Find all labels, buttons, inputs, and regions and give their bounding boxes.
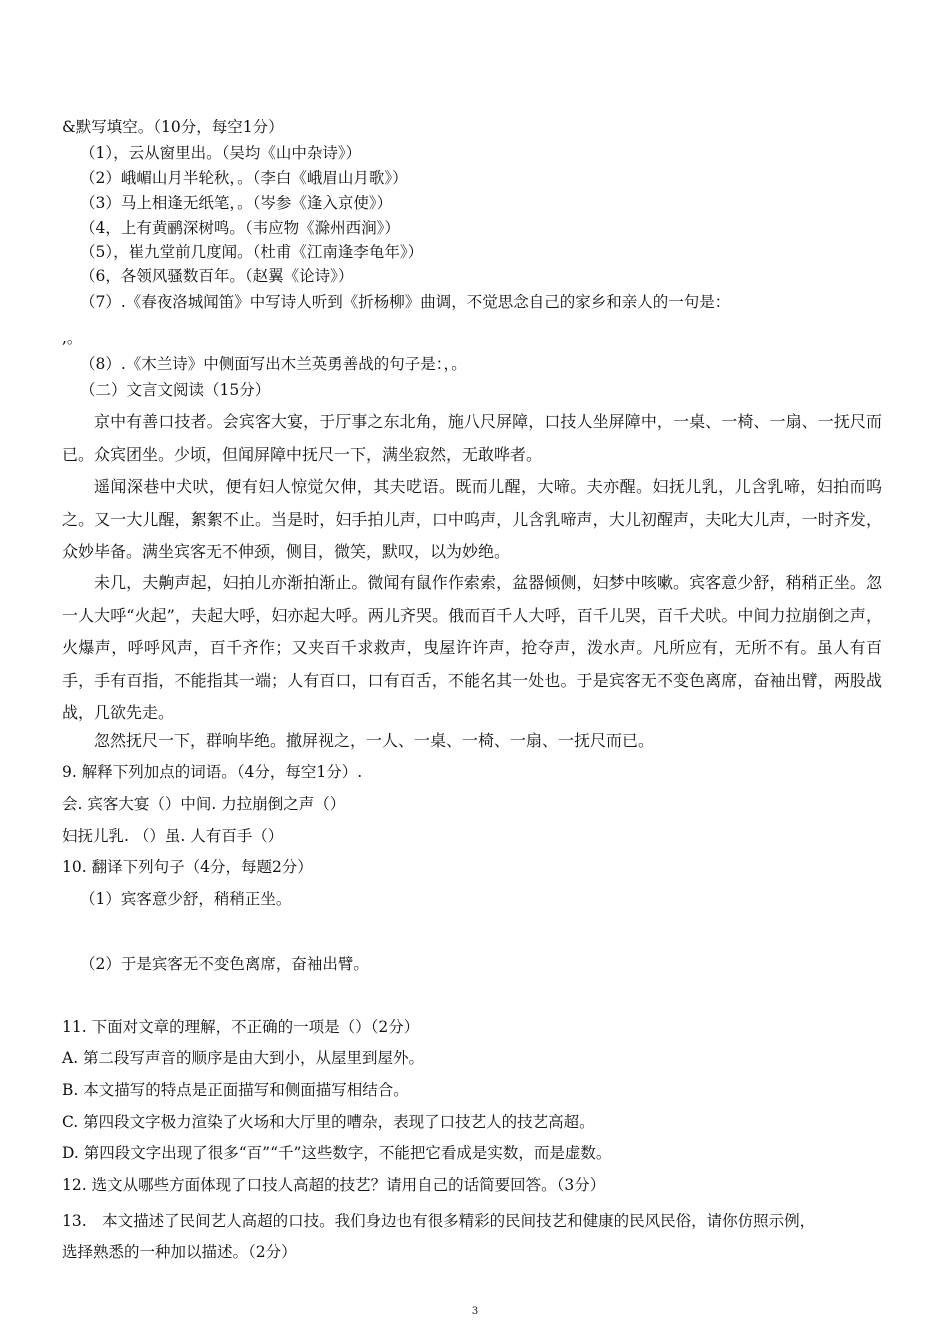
question-9-title: 9. 解释下列加点的词语。（4分，每空1分）.: [62, 763, 363, 781]
dictation-item-5: （5），崔九堂前几度闻。（杜甫《江南逢李龟年》）: [80, 243, 424, 261]
section-heading-reading: （二）文言文阅读（15分）: [80, 381, 271, 399]
question-13-line-2: 选择熟悉的一种加以描述。（2分）: [62, 1243, 297, 1261]
passage-paragraph-3: 未几，夫齁声起，妇拍儿亦渐拍渐止。微闻有鼠作作索索，盆器倾侧，妇梦中咳嗽。宾客意少舒，稍稍正坐。忽一人大呼“火起”，夫起大呼，妇亦起大呼。两儿齐哭。俄而百千人大呼，百千儿哭，百千犬吠。中间力拉崩倒之声，火爆声，呼呼风声，百千齐作；又夹百千求救声，曳屋许许声，抢夺声，泼水声。凡所应有，无所不有。虽人有百手，手有百指，不能指其一端；人有百口，口有百舌，不能名其一处也。于是宾客无不变色离席，奋袖出臂，两股战战，几欲先走。: [62, 573, 882, 722]
passage-paragraph-4: 忽然抚尺一下，群响毕绝。撤屏视之，一人、一桌、一椅、一扇、一抚尺而已。: [94, 731, 655, 750]
section-heading-dictation: &默写填空。（10分，每空1分）: [62, 118, 284, 136]
question-13-line-1: 13. 本文描述了民间艺人高超的口技。我们身边也有很多精彩的民间技艺和健康的民风民俗，请你仿照示例，: [62, 1212, 816, 1230]
question-10-sentence-2: （2）于是宾客无不变色离席，奋袖出臂。: [80, 955, 369, 973]
question-11-option-a: A. 第二段写声音的顺序是由大到小，从屋里到屋外。: [62, 1049, 425, 1067]
dictation-item-8: （8）.《木兰诗》中侧面写出木兰英勇善战的句子是：，。: [80, 355, 467, 373]
question-11-option-c: C. 第四段文字极力渲染了火场和大厅里的嘈杂，表现了口技艺人的技艺高超。: [62, 1113, 595, 1131]
dictation-item-7: （7）.《春夜洛城闻笛》中写诗人听到《折杨柳》曲调，不觉思念自己的家乡和亲人的一句是：: [80, 293, 731, 311]
question-11-title: 11. 下面对文章的理解，不正确的一项是（）（2分）: [62, 1018, 420, 1036]
question-9-row-2: 妇抚儿乳. （）虽. 人有百手（）: [62, 827, 284, 845]
dictation-item-2: （2）峨嵋山月半轮秋，。（李白《峨眉山月歌》）: [80, 169, 408, 187]
dictation-item-1: （1），云从窗里出。（吴均《山中杂诗》）: [80, 144, 362, 162]
question-10-sentence-1: （1）宾客意少舒，稍稍正坐。: [80, 890, 292, 908]
question-11-option-b: B. 本文描写的特点是正面描写和侧面描写相结合。: [62, 1081, 409, 1099]
question-11-option-d: D. 第四段文字出现了很多“百”“千”这些数字，不能把它看成是实数，而是虚数。: [62, 1144, 612, 1162]
passage-paragraph-2: 遥闻深巷中犬吠，便有妇人惊觉欠伸，其夫呓语。既而儿醒，大啼。夫亦醒。妇抚儿乳，儿含乳啼，妇拍而呜之。又一大儿醒，絮絮不止。当是时，妇手拍儿声，口中呜声，儿含乳啼声，大儿初醒声，夫叱大儿声，一时齐发，众妙毕备。满坐宾客无不伸颈，侧目，微笑，默叹，以为妙绝。: [62, 477, 882, 561]
question-9-row-1: 会. 宾客大宴（）中间. 力拉崩倒之声（）: [62, 795, 346, 813]
passage-paragraph-1: 京中有善口技者。会宾客大宴，于厅事之东北角，施八尺屏障，口技人坐屏障中，一桌、一椅、一扇、一抚尺而已。众宾团坐。少顷，但闻屏障中抚尺一下，满坐寂然，无敢哗者。: [62, 412, 882, 464]
question-12-title: 12. 选文从哪些方面体现了口技人高超的技艺？请用自己的话简要回答。（3分）: [62, 1176, 606, 1194]
page-number: 3: [471, 1306, 479, 1317]
dictation-item-7-blank: ,。: [62, 329, 83, 347]
dictation-item-6: （6，各领风骚数百年。（赵翼《论诗》）: [80, 267, 354, 285]
question-10-title: 10. 翻译下列句子（4分，每题2分）: [62, 858, 313, 876]
dictation-item-3: （3）马上相逢无纸笔，。（岑参《逢入京使》）: [80, 194, 393, 212]
dictation-item-4: （4，上有黄鹂深树鸣。（韦应物《滁州西涧》）: [80, 219, 400, 237]
